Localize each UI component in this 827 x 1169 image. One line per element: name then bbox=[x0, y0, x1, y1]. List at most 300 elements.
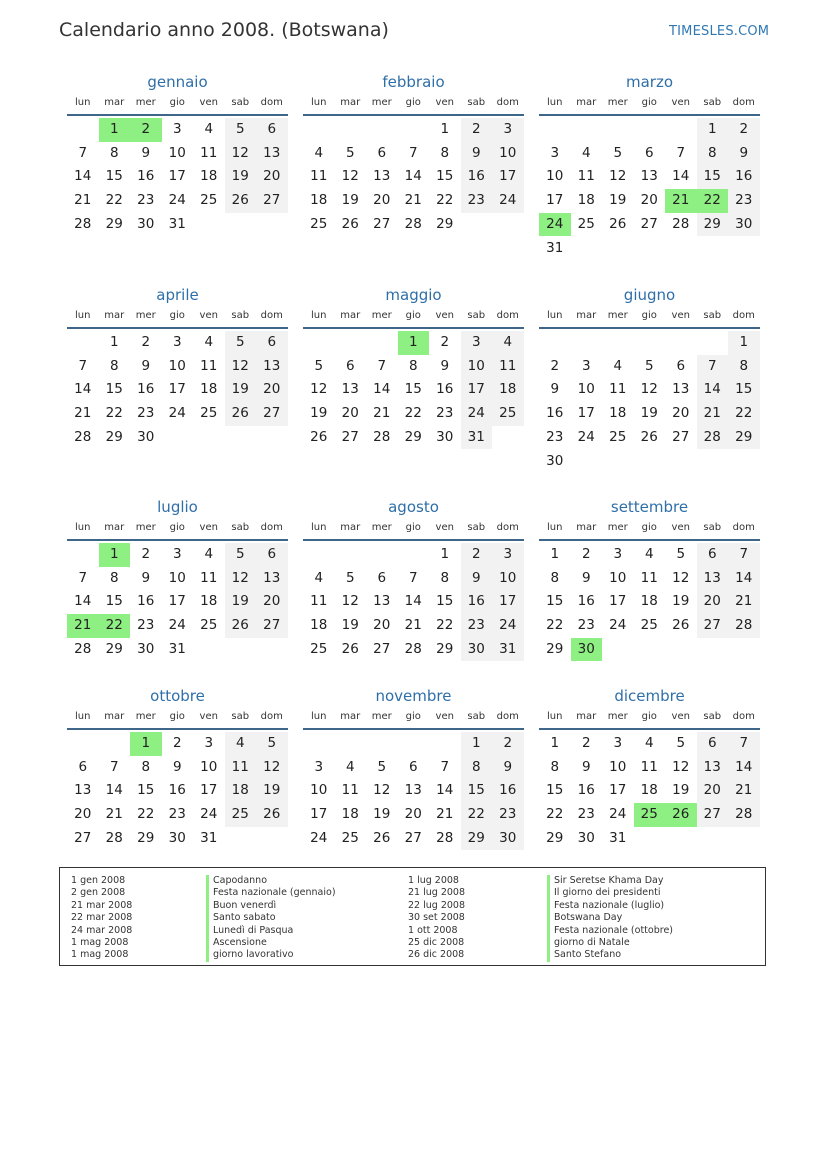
legend-holiday-name: Botswana Day bbox=[547, 912, 673, 924]
day-cell: 8 bbox=[728, 355, 760, 379]
day-cell: 2 bbox=[550, 357, 560, 374]
day-cell: 26 bbox=[225, 614, 257, 638]
day-cell: 22 bbox=[546, 617, 564, 634]
weekday-label: dom bbox=[732, 310, 755, 321]
day-cell: 2 bbox=[141, 334, 151, 350]
day-cell: 10 bbox=[609, 569, 627, 586]
legend-dates-left bbox=[71, 875, 132, 962]
day-cell: 17 bbox=[200, 782, 218, 799]
day-cell: 3 bbox=[172, 121, 182, 137]
day-cell: 1 bbox=[109, 334, 119, 350]
day-cell: 8 bbox=[109, 144, 119, 161]
day-cell: 23 bbox=[728, 189, 760, 213]
day-cell: 17 bbox=[546, 192, 564, 209]
legend-holiday-name: Festa nazionale (gennaio) bbox=[206, 887, 336, 899]
holiday-day-cell: 1 bbox=[99, 118, 131, 142]
day-cell: 26 bbox=[225, 402, 257, 426]
day-cell: 5 bbox=[676, 546, 686, 562]
legend-holiday-name: Festa nazionale (luglio) bbox=[547, 900, 673, 912]
weekday-label: ven bbox=[435, 97, 454, 108]
day-cell: 22 bbox=[436, 617, 454, 634]
day-cell: 12 bbox=[225, 355, 257, 379]
day-cell: 17 bbox=[492, 590, 524, 614]
day-cell: 2 bbox=[440, 334, 450, 350]
weekday-label: dom bbox=[496, 711, 519, 722]
day-cell: 9 bbox=[461, 142, 493, 166]
day-cell: 12 bbox=[256, 756, 288, 780]
legend-date: 26 dic 2008 bbox=[408, 949, 465, 961]
day-cell: 14 bbox=[404, 168, 422, 185]
legend-date: 30 set 2008 bbox=[408, 912, 465, 924]
day-cell: 16 bbox=[577, 782, 595, 799]
day-cell: 8 bbox=[550, 569, 560, 586]
day-cell: 12 bbox=[341, 168, 359, 185]
day-cell: 2 bbox=[461, 118, 493, 142]
day-cell: 14 bbox=[728, 756, 760, 780]
day-grid bbox=[539, 541, 760, 683]
day-cell: 4 bbox=[644, 546, 654, 562]
day-cell: 4 bbox=[345, 758, 355, 775]
day-cell: 21 bbox=[74, 192, 92, 209]
day-cell: 28 bbox=[404, 640, 422, 657]
day-cell: 4 bbox=[204, 121, 214, 137]
weekday-label: gio bbox=[405, 310, 421, 321]
holiday-legend bbox=[59, 867, 766, 966]
day-cell: 29 bbox=[404, 428, 422, 445]
day-cell: 19 bbox=[256, 779, 288, 803]
day-cell: 27 bbox=[373, 640, 391, 657]
day-cell: 21 bbox=[697, 402, 729, 426]
day-cell: 26 bbox=[341, 640, 359, 657]
day-cell: 7 bbox=[440, 758, 450, 775]
day-cell: 3 bbox=[204, 735, 214, 751]
day-cell: 20 bbox=[697, 779, 729, 803]
weekday-header bbox=[303, 709, 524, 725]
page-title: Calendario anno 2008. (Botswana) bbox=[59, 19, 389, 41]
day-cell: 4 bbox=[613, 357, 623, 374]
legend-date: 1 gen 2008 bbox=[71, 875, 126, 886]
legend-holiday-name: giorno lavorativo bbox=[206, 949, 336, 961]
holiday-day-cell: 1 bbox=[398, 331, 430, 355]
site-link[interactable]: TIMESLES.COM bbox=[669, 24, 770, 39]
day-cell: 14 bbox=[74, 593, 92, 610]
day-cell: 5 bbox=[314, 357, 324, 374]
day-cell: 9 bbox=[492, 756, 524, 780]
legend-names-right bbox=[547, 875, 673, 962]
day-cell: 20 bbox=[373, 192, 391, 209]
month-name: dicembre bbox=[614, 687, 685, 705]
weekday-header bbox=[303, 308, 524, 324]
month-name: febbraio bbox=[382, 73, 445, 91]
day-cell: 25 bbox=[609, 428, 627, 445]
month-febbraio bbox=[303, 72, 524, 258]
day-cell: 9 bbox=[581, 569, 591, 586]
weekday-label: mer bbox=[607, 97, 628, 108]
day-cell: 23 bbox=[577, 806, 595, 823]
day-cell: 29 bbox=[546, 829, 564, 846]
day-cell: 12 bbox=[609, 168, 627, 185]
legend-date: 1 mag 2008 bbox=[71, 937, 129, 949]
day-cell: 29 bbox=[105, 428, 123, 445]
weekday-label: ven bbox=[435, 711, 454, 722]
day-cell: 10 bbox=[492, 567, 524, 591]
day-grid bbox=[67, 541, 288, 683]
weekday-header bbox=[67, 95, 288, 111]
legend-holiday-name: Santo sabato bbox=[206, 912, 336, 924]
weekday-label: mar bbox=[576, 522, 597, 533]
day-cell: 27 bbox=[404, 829, 422, 846]
day-cell: 16 bbox=[137, 593, 155, 610]
day-cell: 8 bbox=[697, 142, 729, 166]
day-cell: 28 bbox=[728, 803, 760, 827]
day-cell: 25 bbox=[310, 215, 328, 232]
weekday-label: mar bbox=[340, 522, 361, 533]
day-cell: 28 bbox=[672, 215, 690, 232]
weekday-label: lun bbox=[75, 522, 91, 533]
weekday-label: gio bbox=[169, 97, 185, 108]
day-cell: 20 bbox=[256, 165, 288, 189]
weekday-label: mer bbox=[135, 711, 156, 722]
day-cell: 19 bbox=[225, 378, 257, 402]
weekday-label: lun bbox=[311, 711, 327, 722]
day-cell: 19 bbox=[609, 192, 627, 209]
day-cell: 7 bbox=[109, 758, 119, 775]
day-cell: 28 bbox=[436, 829, 454, 846]
weekday-label: gio bbox=[169, 711, 185, 722]
day-cell: 1 bbox=[440, 121, 450, 137]
weekday-label: dom bbox=[732, 522, 755, 533]
legend-date: 22 lug 2008 bbox=[408, 899, 465, 911]
day-cell: 6 bbox=[256, 118, 288, 142]
day-cell: 21 bbox=[74, 405, 92, 422]
day-cell: 17 bbox=[168, 381, 186, 398]
day-cell: 26 bbox=[341, 215, 359, 232]
day-cell: 11 bbox=[200, 569, 218, 586]
day-cell: 20 bbox=[373, 617, 391, 634]
day-cell: 25 bbox=[200, 405, 218, 422]
day-cell: 18 bbox=[640, 782, 658, 799]
weekday-label: sab bbox=[703, 310, 722, 321]
weekday-label: ven bbox=[435, 310, 454, 321]
holiday-day-cell: 24 bbox=[539, 213, 571, 237]
day-cell: 10 bbox=[168, 569, 186, 586]
day-cell: 17 bbox=[168, 593, 186, 610]
day-grid bbox=[539, 116, 760, 258]
day-cell: 15 bbox=[728, 378, 760, 402]
legend-holiday-name: Lunedì di Pasqua bbox=[206, 925, 336, 937]
day-cell: 6 bbox=[377, 569, 387, 586]
day-cell: 29 bbox=[728, 426, 760, 450]
day-cell: 18 bbox=[200, 381, 218, 398]
day-cell: 18 bbox=[492, 378, 524, 402]
weekday-label: gio bbox=[169, 310, 185, 321]
day-cell: 13 bbox=[404, 782, 422, 799]
day-cell: 5 bbox=[225, 543, 257, 567]
day-cell: 20 bbox=[697, 590, 729, 614]
day-cell: 15 bbox=[697, 165, 729, 189]
day-cell: 13 bbox=[256, 355, 288, 379]
day-cell: 9 bbox=[581, 758, 591, 775]
legend-date: 1 mag 2008 bbox=[71, 949, 129, 961]
holiday-day-cell: 21 bbox=[67, 614, 99, 638]
month-name: settembre bbox=[610, 498, 689, 516]
day-cell: 17 bbox=[609, 593, 627, 610]
day-cell: 7 bbox=[78, 569, 88, 586]
day-cell: 13 bbox=[672, 381, 690, 398]
day-cell: 6 bbox=[697, 543, 729, 567]
day-cell: 27 bbox=[640, 215, 658, 232]
day-cell: 24 bbox=[609, 617, 627, 634]
day-cell: 8 bbox=[109, 357, 119, 374]
weekday-label: lun bbox=[547, 711, 563, 722]
day-cell: 18 bbox=[577, 192, 595, 209]
weekday-label: sab bbox=[467, 522, 486, 533]
day-cell: 4 bbox=[314, 569, 324, 586]
day-cell: 28 bbox=[697, 426, 729, 450]
day-cell: 17 bbox=[461, 378, 493, 402]
day-cell: 27 bbox=[672, 428, 690, 445]
day-cell: 9 bbox=[141, 144, 151, 161]
day-cell: 4 bbox=[225, 732, 257, 756]
day-cell: 24 bbox=[492, 614, 524, 638]
legend-names-left bbox=[206, 875, 336, 962]
weekday-label: lun bbox=[547, 310, 563, 321]
day-cell: 16 bbox=[168, 782, 186, 799]
day-cell: 13 bbox=[256, 142, 288, 166]
day-cell: 11 bbox=[310, 168, 328, 185]
day-cell: 3 bbox=[172, 334, 182, 350]
legend-holiday-name: Sir Seretse Khama Day bbox=[547, 875, 673, 887]
weekday-label: ven bbox=[671, 522, 690, 533]
weekday-label: gio bbox=[405, 711, 421, 722]
day-cell: 27 bbox=[256, 614, 288, 638]
day-cell: 30 bbox=[728, 213, 760, 237]
day-cell: 5 bbox=[225, 118, 257, 142]
day-cell: 8 bbox=[141, 758, 151, 775]
day-cell: 23 bbox=[461, 614, 493, 638]
weekday-label: mer bbox=[607, 310, 628, 321]
weekday-label: ven bbox=[199, 711, 218, 722]
legend-date: 1 ott 2008 bbox=[408, 924, 458, 936]
day-cell: 18 bbox=[200, 593, 218, 610]
weekday-label: lun bbox=[311, 310, 327, 321]
day-cell: 24 bbox=[461, 402, 493, 426]
day-cell: 31 bbox=[609, 829, 627, 846]
day-cell: 20 bbox=[256, 378, 288, 402]
day-cell: 6 bbox=[697, 732, 729, 756]
legend-holiday-name: Santo Stefano bbox=[547, 949, 673, 961]
weekday-label: ven bbox=[671, 711, 690, 722]
day-cell: 21 bbox=[373, 405, 391, 422]
day-cell: 7 bbox=[408, 569, 418, 586]
day-cell: 14 bbox=[74, 381, 92, 398]
weekday-label: lun bbox=[75, 711, 91, 722]
legend-dates-right bbox=[408, 875, 465, 962]
day-cell: 5 bbox=[676, 735, 686, 751]
weekday-header bbox=[539, 709, 760, 725]
day-cell: 23 bbox=[168, 806, 186, 823]
weekday-header bbox=[303, 520, 524, 536]
day-cell: 15 bbox=[137, 782, 155, 799]
day-cell: 9 bbox=[172, 758, 182, 775]
holiday-day-cell: 25 bbox=[634, 803, 666, 827]
day-cell: 6 bbox=[256, 543, 288, 567]
day-cell: 25 bbox=[310, 640, 328, 657]
day-cell: 12 bbox=[225, 142, 257, 166]
day-cell: 29 bbox=[105, 215, 123, 232]
weekday-label: sab bbox=[467, 711, 486, 722]
day-cell: 21 bbox=[728, 779, 760, 803]
weekday-label: lun bbox=[75, 310, 91, 321]
day-cell: 16 bbox=[461, 590, 493, 614]
day-grid bbox=[303, 541, 524, 683]
weekday-header bbox=[539, 95, 760, 111]
weekday-label: mer bbox=[607, 711, 628, 722]
day-cell: 3 bbox=[581, 357, 591, 374]
weekday-label: lun bbox=[547, 522, 563, 533]
day-cell: 19 bbox=[672, 593, 690, 610]
month-novembre bbox=[303, 686, 524, 872]
day-cell: 27 bbox=[697, 614, 729, 638]
day-cell: 13 bbox=[697, 567, 729, 591]
day-cell: 13 bbox=[74, 782, 92, 799]
day-cell: 29 bbox=[436, 215, 454, 232]
day-cell: 19 bbox=[341, 617, 359, 634]
day-cell: 25 bbox=[200, 192, 218, 209]
day-cell: 13 bbox=[373, 168, 391, 185]
legend-holiday-name: Festa nazionale (ottobre) bbox=[547, 925, 673, 937]
day-cell: 25 bbox=[577, 215, 595, 232]
day-cell: 15 bbox=[436, 168, 454, 185]
day-cell: 26 bbox=[225, 189, 257, 213]
day-grid bbox=[539, 329, 760, 471]
day-cell: 15 bbox=[105, 593, 123, 610]
day-cell: 22 bbox=[728, 402, 760, 426]
weekday-label: sab bbox=[467, 97, 486, 108]
day-cell: 9 bbox=[550, 381, 560, 398]
weekday-label: ven bbox=[435, 522, 454, 533]
day-cell: 21 bbox=[404, 192, 422, 209]
day-cell: 16 bbox=[492, 779, 524, 803]
day-cell: 24 bbox=[200, 806, 218, 823]
weekday-label: mer bbox=[135, 522, 156, 533]
holiday-day-cell: 30 bbox=[571, 638, 603, 662]
day-cell: 31 bbox=[461, 426, 493, 450]
day-cell: 29 bbox=[105, 640, 123, 657]
weekday-label: dom bbox=[260, 97, 283, 108]
weekday-label: mer bbox=[371, 522, 392, 533]
day-cell: 3 bbox=[550, 144, 560, 161]
day-grid bbox=[67, 730, 288, 872]
weekday-label: sab bbox=[231, 522, 250, 533]
day-cell: 11 bbox=[225, 756, 257, 780]
legend-date: 24 mar 2008 bbox=[71, 924, 133, 936]
day-cell: 10 bbox=[168, 144, 186, 161]
day-cell: 11 bbox=[200, 357, 218, 374]
day-cell: 6 bbox=[377, 144, 387, 161]
day-cell: 5 bbox=[613, 144, 623, 161]
day-cell: 24 bbox=[609, 806, 627, 823]
day-cell: 2 bbox=[461, 543, 493, 567]
day-cell: 11 bbox=[310, 593, 328, 610]
weekday-label: dom bbox=[496, 310, 519, 321]
day-cell: 1 bbox=[728, 331, 760, 355]
weekday-label: dom bbox=[732, 711, 755, 722]
day-cell: 30 bbox=[436, 428, 454, 445]
day-cell: 2 bbox=[581, 546, 591, 562]
day-cell: 30 bbox=[546, 452, 564, 469]
weekday-label: lun bbox=[311, 522, 327, 533]
weekday-label: lun bbox=[75, 97, 91, 108]
day-cell: 19 bbox=[310, 405, 328, 422]
day-cell: 17 bbox=[168, 168, 186, 185]
day-cell: 10 bbox=[310, 782, 328, 799]
weekday-label: lun bbox=[547, 97, 563, 108]
day-cell: 18 bbox=[310, 617, 328, 634]
day-cell: 7 bbox=[697, 355, 729, 379]
weekday-label: sab bbox=[231, 310, 250, 321]
legend-date: 1 lug 2008 bbox=[408, 875, 459, 886]
day-cell: 17 bbox=[577, 405, 595, 422]
day-cell: 21 bbox=[404, 617, 422, 634]
weekday-label: mer bbox=[371, 97, 392, 108]
day-cell: 17 bbox=[492, 165, 524, 189]
day-cell: 6 bbox=[256, 331, 288, 355]
day-cell: 11 bbox=[492, 355, 524, 379]
day-cell: 28 bbox=[373, 428, 391, 445]
day-cell: 23 bbox=[137, 617, 155, 634]
day-cell: 29 bbox=[137, 829, 155, 846]
day-cell: 10 bbox=[546, 168, 564, 185]
day-cell: 16 bbox=[728, 165, 760, 189]
weekday-label: sab bbox=[703, 522, 722, 533]
day-cell: 18 bbox=[225, 779, 257, 803]
day-cell: 11 bbox=[200, 144, 218, 161]
day-cell: 13 bbox=[697, 756, 729, 780]
day-cell: 31 bbox=[546, 239, 564, 256]
weekday-label: sab bbox=[231, 711, 250, 722]
day-cell: 2 bbox=[581, 735, 591, 751]
day-cell: 4 bbox=[314, 144, 324, 161]
day-cell: 10 bbox=[200, 758, 218, 775]
weekday-label: mar bbox=[340, 711, 361, 722]
day-cell: 23 bbox=[546, 428, 564, 445]
month-name: novembre bbox=[375, 687, 452, 705]
day-grid bbox=[303, 116, 524, 258]
day-cell: 30 bbox=[137, 215, 155, 232]
day-cell: 24 bbox=[310, 829, 328, 846]
day-cell: 27 bbox=[373, 215, 391, 232]
day-cell: 26 bbox=[609, 215, 627, 232]
month-name: ottobre bbox=[150, 687, 205, 705]
day-cell: 23 bbox=[137, 192, 155, 209]
day-cell: 29 bbox=[546, 640, 564, 657]
weekday-label: mar bbox=[104, 97, 125, 108]
day-cell: 29 bbox=[461, 827, 493, 851]
day-cell: 31 bbox=[168, 640, 186, 657]
day-cell: 3 bbox=[461, 331, 493, 355]
day-cell: 8 bbox=[550, 758, 560, 775]
weekday-label: gio bbox=[641, 97, 657, 108]
day-cell: 27 bbox=[341, 428, 359, 445]
day-cell: 7 bbox=[728, 543, 760, 567]
day-cell: 25 bbox=[640, 617, 658, 634]
weekday-label: mar bbox=[576, 711, 597, 722]
day-cell: 28 bbox=[74, 428, 92, 445]
day-cell: 10 bbox=[168, 357, 186, 374]
day-cell: 5 bbox=[644, 357, 654, 374]
day-cell: 12 bbox=[672, 569, 690, 586]
